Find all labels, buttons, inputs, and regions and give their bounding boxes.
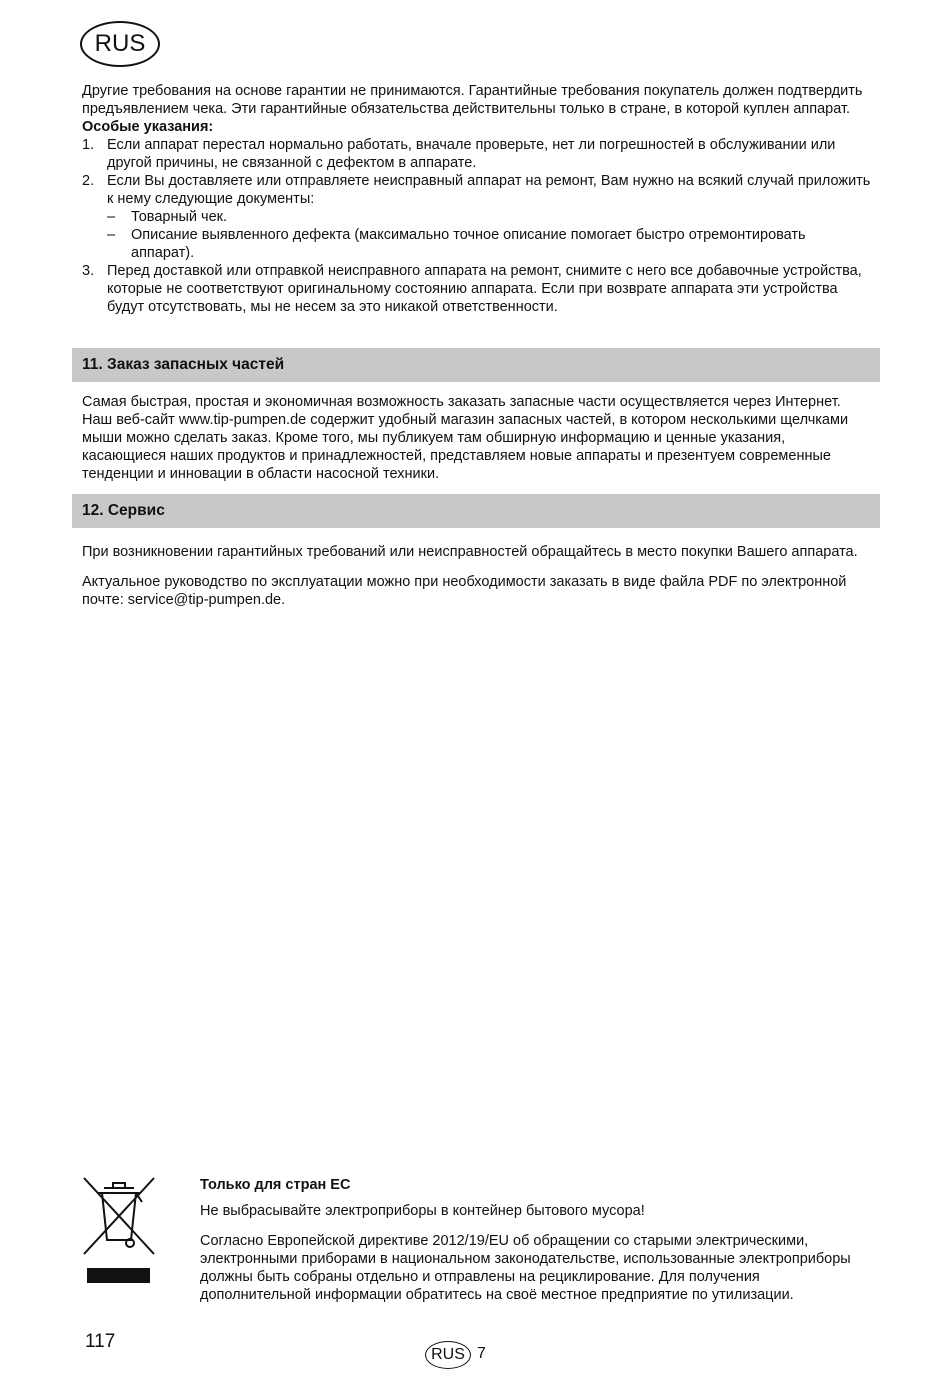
list-text: Перед доставкой или отправкой неисправного аппарата на ремонт, снимите с него все добавочные устройства, которые не соответствуют оригинальному состоянию аппарата. Если при возврате аппарата эти устройства будут отсутствовать, мы не несем за это никакой ответственности. — [107, 263, 862, 315]
spare-parts-section — [82, 393, 872, 483]
documents-list — [107, 208, 872, 262]
eu-title: Только для стран ЕС — [200, 1177, 351, 1193]
section-header-service — [72, 494, 880, 528]
list-item — [107, 208, 872, 226]
weee-bar — [87, 1268, 150, 1283]
notes-title: Особые указания: — [82, 119, 214, 135]
eu-directive-text: Согласно Европейской директиве 2012/19/EU об обращении со старыми электрическими, электронными приборами в национальном законодательстве, использованные электроприборы должны быть собраны отдельно и отправлены на рециклирование. Для получения дополнительной информации обратитесь на своё местное предприятие по утилизации. — [200, 1233, 851, 1303]
list-item — [82, 172, 872, 262]
eu-disposal-notice — [200, 1176, 870, 1304]
list-number: 1. — [82, 137, 95, 153]
dash-bullet: – — [107, 227, 116, 243]
footer-language-badge: RUS — [425, 1341, 471, 1369]
list-number: 2. — [82, 173, 95, 189]
service-manual-paragraph: Актуальное руководство по эксплуатации можно при необходимости заказать в виде файла PDF по электронной почте: service@tip-pumpen.de. — [82, 574, 847, 608]
service-section — [82, 543, 872, 609]
page-number: 117 — [85, 1331, 116, 1352]
warranty-continuation — [82, 82, 872, 316]
list-text: Если аппарат перестал нормально работать, вначале проверьте, нет ли погрешностей в обслуживании или другой причины, не связанной с дефектом в аппарате. — [107, 137, 836, 171]
eu-warning: Не выбрасывайте электроприборы в контейнер бытового мусора! — [200, 1203, 645, 1219]
dash-bullet: – — [107, 209, 116, 225]
list-text: Товарный чек. — [131, 209, 228, 225]
list-item — [107, 226, 872, 262]
spare-parts-paragraph: Самая быстрая, простая и экономичная возможность заказать запасные части осуществляется через Интернет. Наш веб-сайт www.tip-pumpen.de содержит удобный магазин запасных частей, в котором несколькими щелчками мыши можно сделать заказ. Кроме того, мы публикуем там обширную информацию и ценные указания, касающиеся наших продуктов и принадлежностей, представляем новые аппараты и презентуем современные тенденции и инновации в области насосной техники. — [82, 394, 849, 482]
list-text: Если Вы доставляете или отправляете неисправный аппарат на ремонт, Вам нужно на всякий случай приложить к нему следующие документы: — [107, 173, 871, 207]
section-header-spare-parts — [72, 348, 880, 382]
list-item — [82, 262, 872, 316]
list-number: 3. — [82, 263, 95, 279]
section-title: 11. Заказ запасных частей — [82, 356, 285, 373]
local-page-number: 7 — [477, 1345, 486, 1362]
notes-list — [82, 136, 872, 316]
crossed-out-wheelie-bin-icon — [82, 1176, 156, 1256]
language-badge: RUS — [80, 21, 160, 67]
warranty-paragraph: Другие требования на основе гарантии не принимаются. Гарантийные требования покупатель должен подтвердить предъявлением чека. Эти гарантийные обязательства действительны только в стране, в которой куплен аппарат. — [82, 83, 863, 117]
list-text: Описание выявленного дефекта (максимально точное описание помогает быстро отремонтировать аппарат). — [131, 227, 806, 261]
service-paragraph: При возникновении гарантийных требований или неисправностей обращайтесь в место покупки Вашего аппарата. — [82, 544, 858, 560]
section-title: 12. Сервис — [82, 502, 165, 519]
list-item — [82, 136, 872, 172]
